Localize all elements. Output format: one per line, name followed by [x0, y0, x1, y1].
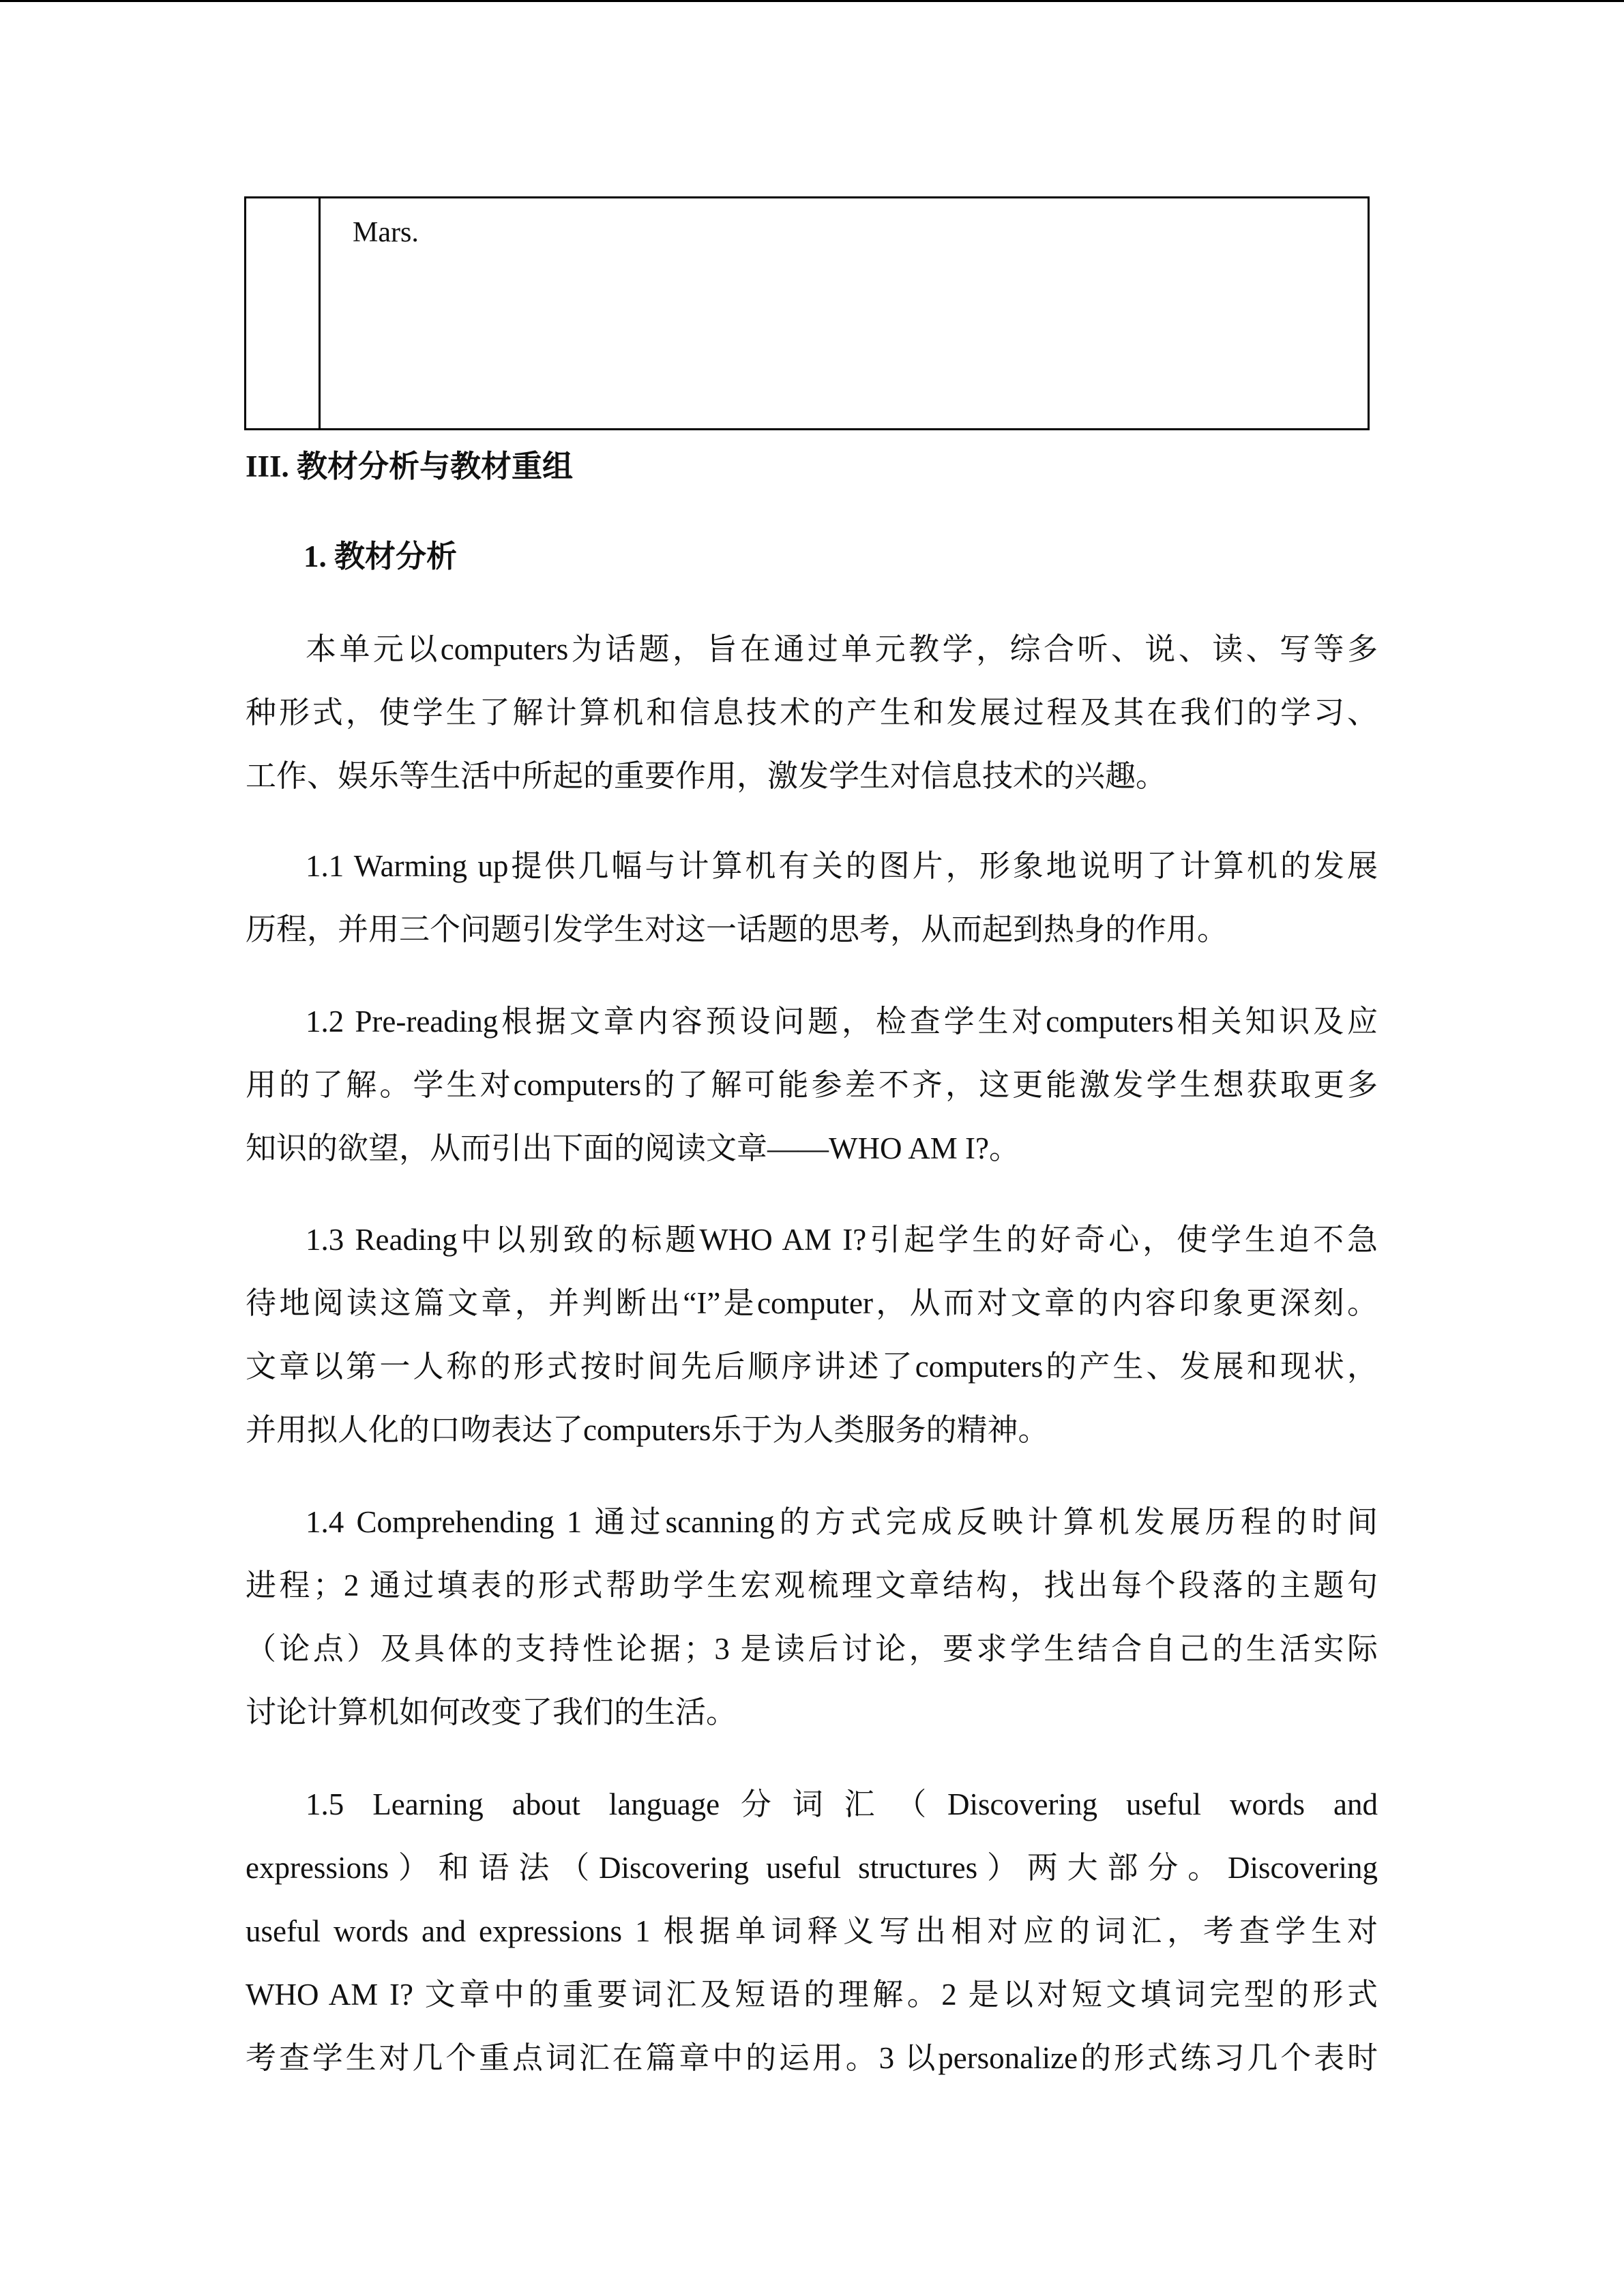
paragraph-warming-up: [246, 835, 1378, 961]
paragraph-line: 并用拟人化的口吻表达了computers乐于为人类服务的精神。: [246, 1413, 1049, 1447]
paragraph-line: 1.5 Learning about language分词汇（Discovering useful words and: [306, 1787, 1378, 1821]
paragraph-line: 待地阅读这篇文章，并判断出“I”是computer，从而对文章的内容印象更深刻。: [246, 1286, 1378, 1320]
paragraph-line: WHO AM I? 文章中的重要词汇及短语的理解。2 是以对短文填词完型的形式: [246, 1978, 1378, 2012]
continued-table: [244, 196, 1370, 430]
paragraph-learning-about-language: [246, 1773, 1378, 2090]
paragraph-intro: [246, 618, 1378, 808]
paragraph-line: 用的了解。学生对computers的了解可能参差不齐，这更能激发学生想获取更多: [246, 1068, 1378, 1102]
section-heading: III. 教材分析与教材重组: [246, 449, 574, 483]
paragraph-comprehending: [246, 1491, 1378, 1744]
paragraph-line: useful words and expressions 1 根据单词释义写出相对应的词汇，考查学生对: [246, 1914, 1378, 1948]
paragraph-line: 知识的欲望，从而引出下面的阅读文章——WHO AM I?。: [246, 1131, 1020, 1165]
paragraph-reading: [246, 1208, 1378, 1462]
subsection-heading: 1. 教材分析: [304, 539, 458, 573]
paragraph-line: 讨论计算机如何改变了我们的生活。: [246, 1695, 737, 1729]
paragraph-line: 种形式，使学生了解计算机和信息技术的产生和发展过程及其在我们的学习、: [246, 696, 1378, 730]
paragraph-line: 1.2 Pre-reading根据文章内容预设问题，检查学生对computers相关知识及应: [306, 1004, 1378, 1039]
paragraph-line: 1.4 Comprehending 1 通过scanning的方式完成反映计算机发展历程的时间: [306, 1505, 1378, 1539]
paragraph-line: 工作、娱乐等生活中所起的重要作用，激发学生对信息技术的兴趣。: [246, 759, 1167, 793]
paragraph-pre-reading: [246, 990, 1378, 1180]
table-cell-text: Mars.: [353, 217, 419, 248]
paragraph-line: 进程；2 通过填表的形式帮助学生宏观梳理文章结构，找出每个段落的主题句: [246, 1568, 1378, 1602]
paragraph-line: 1.3 Reading中以别致的标题WHO AM I?引起学生的好奇心，使学生迫不急: [306, 1223, 1378, 1257]
paragraph-line: 历程，并用三个问题引发学生对这一话题的思考，从而起到热身的作用。: [246, 912, 1228, 946]
paragraph-line: expressions）和语法（Discovering useful structures）两大部分。Discovering: [246, 1851, 1378, 1885]
paragraph-line: （论点）及具体的支持性论据；3 是读后讨论，要求学生结合自己的生活实际: [246, 1632, 1378, 1666]
paragraph-line: 1.1 Warming up提供几幅与计算机有关的图片，形象地说明了计算机的发展: [306, 849, 1378, 883]
paragraph-line: 考查学生对几个重点词汇在篇章中的运用。3 以personalize的形式练习几个表时: [246, 2041, 1378, 2075]
paragraph-line: 本单元以computers为话题，旨在通过单元教学，综合听、说、读、写等多: [306, 632, 1378, 666]
table-column-divider: [319, 198, 321, 428]
paragraph-line: 文章以第一人称的形式按时间先后顺序讲述了computers的产生、发展和现状，: [246, 1350, 1378, 1384]
page-top-border: [0, 0, 1624, 2]
